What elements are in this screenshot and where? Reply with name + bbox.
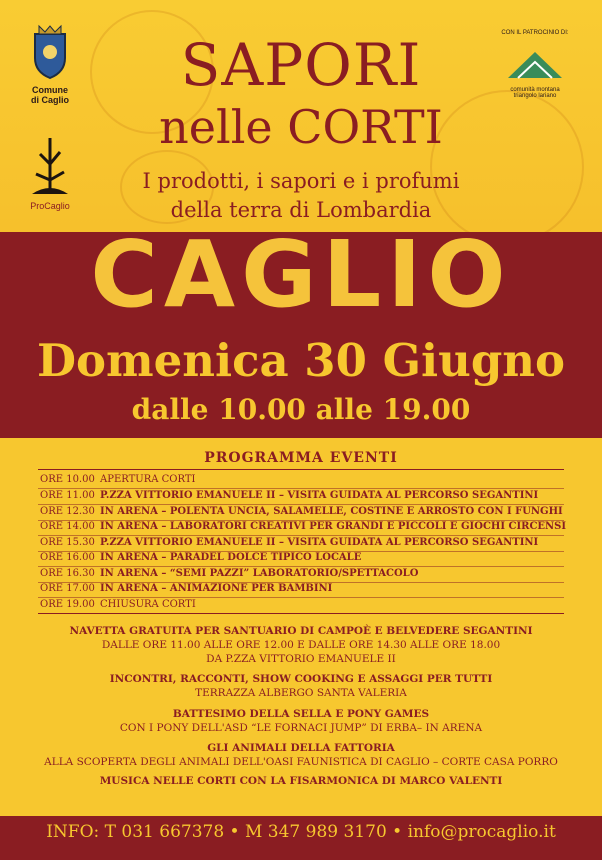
program-text: IN ARENA – LABORATORI CREATIVI PER GRANDI E PICCOLI E GIOCHI CIRCENSI	[100, 521, 567, 532]
program-row	[40, 491, 538, 501]
patrocinio-label: CON IL PATROCINIO DI:	[501, 30, 569, 36]
event-subtitle: I prodotti, i sapori e i profumi	[142, 169, 460, 193]
program-row	[40, 553, 361, 563]
procaglio-label: ProCaglio	[30, 201, 70, 211]
musica-title: MUSICA NELLE CORTI CON LA FISARMONICA DI MARCO VALENTI	[99, 775, 503, 787]
program-row	[40, 600, 196, 610]
comunita-label: comunità montana	[510, 87, 560, 93]
battesimo-title: BATTESIMO DELLA SELLA E PONY GAMES	[172, 708, 430, 720]
program-row	[40, 538, 538, 548]
divider	[38, 535, 564, 536]
comune-label: di Caglio	[31, 95, 69, 105]
program-text: P.ZZA VITTORIO EMANUELE II – VISITA GUIDATA AL PERCORSO SEGANTINI	[100, 490, 539, 501]
event-title-line2: nelle CORTI	[159, 100, 443, 154]
animali-title: GLI ANIMALI DELLA FATTORIA	[207, 742, 395, 754]
incontri-title: INCONTRI, RACCONTI, SHOW COOKING E ASSAGGI PER TUTTI	[109, 673, 493, 685]
battesimo-detail: CON I PONY DELL'ASD “LE FORNACI JUMP” DI ERBA– IN ARENA	[119, 721, 483, 734]
program-time: ORE 12.30	[40, 506, 95, 517]
animali-info	[0, 742, 602, 770]
program-time: ORE 14.00	[40, 521, 95, 532]
divider	[38, 488, 564, 489]
program-text: IN ARENA – ANIMAZIONE PER BAMBINI	[100, 583, 333, 594]
event-title: SAPORI	[180, 31, 422, 99]
musica-info	[0, 775, 602, 789]
divider	[38, 469, 564, 470]
navetta-location: DA P.ZZA VITTORIO EMANUELE II	[206, 652, 396, 665]
program-row	[40, 522, 566, 532]
program-row	[40, 507, 563, 517]
incontri-info	[0, 673, 602, 701]
program-time: ORE 11.00	[40, 490, 95, 501]
event-date: Domenica 30 Giugno	[36, 334, 566, 387]
incontri-location: TERRAZZA ALBERGO SANTA VALERIA	[195, 686, 407, 699]
program-row	[40, 584, 332, 594]
program-text: IN ARENA – PARADEL DOLCE TIPICO LOCALE	[100, 552, 362, 563]
battesimo-info	[0, 708, 602, 736]
program-time: ORE 17.00	[40, 583, 95, 594]
navetta-info	[0, 625, 602, 667]
divider	[38, 504, 564, 505]
program-time: ORE 15.30	[40, 537, 95, 548]
program-text: P.ZZA VITTORIO EMANUELE II – VISITA GUIDATA AL PERCORSO SEGANTINI	[100, 537, 539, 548]
program-row	[40, 475, 195, 485]
contact-info: INFO: T 031 667378 • M 347 989 3170 • info@procaglio.it	[46, 822, 556, 842]
program-time: ORE 16.30	[40, 568, 95, 579]
program-time: ORE 10.00	[40, 474, 95, 485]
program-title: PROGRAMMA EVENTI	[204, 450, 398, 466]
program-row	[40, 569, 418, 579]
navetta-title: NAVETTA GRATUITA PER SANTUARIO DI CAMPOÈ E BELVEDERE SEGANTINI	[69, 625, 533, 637]
divider	[38, 597, 564, 598]
program-text: IN ARENA – “SEMI PAZZI” LABORATORIO/SPETTACOLO	[100, 568, 419, 579]
divider	[38, 613, 564, 614]
program-text: CHIUSURA CORTI	[100, 599, 196, 610]
program-time: ORE 19.00	[40, 599, 95, 610]
comune-label: Comune	[32, 85, 68, 95]
comunita-label: triangolo lariano	[513, 93, 557, 99]
navetta-hours: DALLE ORE 11.00 ALLE ORE 12.00 E DALLE ORE 14.30 ALLE ORE 18.00	[101, 638, 501, 651]
program-text: IN ARENA – POLENTA UNCIA, SALAMELLE, COSTINE E ARROSTO CON I FUNGHI	[100, 506, 563, 517]
divider	[38, 566, 564, 567]
event-subtitle-line2: della terra di Lombardia	[170, 198, 432, 222]
town-name: CAGLIO	[90, 221, 512, 328]
animali-detail: ALLA SCOPERTA DEGLI ANIMALI DELL'OASI FAUNISTICA DI CAGLIO – CORTE CASA PORRO	[44, 755, 558, 768]
program-text: APERTURA CORTI	[100, 474, 196, 485]
event-hours: dalle 10.00 alle 19.00	[131, 393, 471, 426]
program-time: ORE 16.00	[40, 552, 95, 563]
